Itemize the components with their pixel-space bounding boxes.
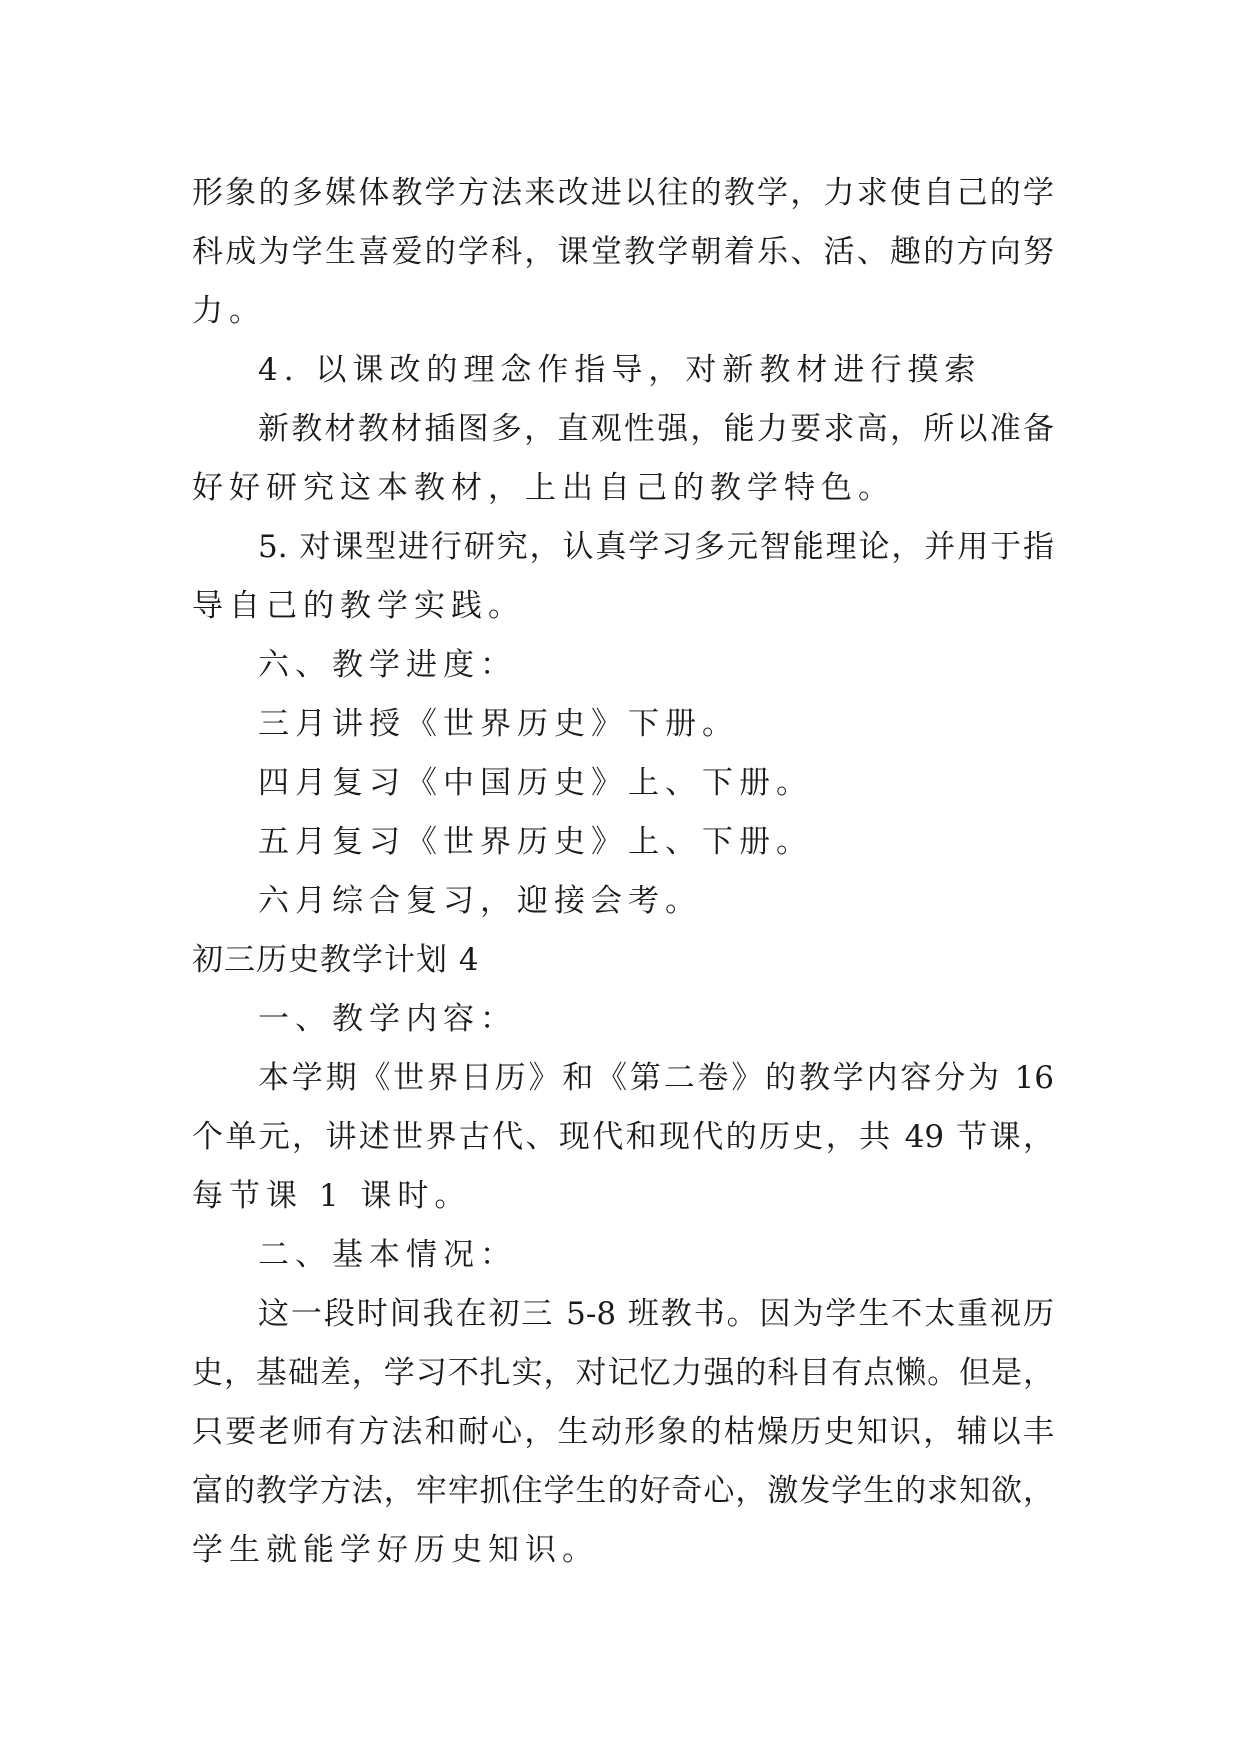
schedule-item: 六月综合复习，迎接会考。 <box>258 883 702 919</box>
document-page <box>192 164 1054 1580</box>
paragraph-line: 个单元，讲述世界古代、现代和现代的历史，共 49 节课， <box>192 1119 1054 1155</box>
paragraph-line: 力。 <box>192 293 266 329</box>
section-heading: 一、教学内容： <box>258 1001 517 1037</box>
paragraph-line: 5. 对课型进行研究，认真学习多元智能理论，并用于指 <box>258 529 1054 565</box>
paragraph-line: 形象的多媒体教学方法来改进以往的教学，力求使自己的学 <box>192 175 1054 211</box>
document-title: 初三历史教学计划 4 <box>192 942 480 978</box>
paragraph-line: 这一段时间我在初三 5-8 班教书。因为学生不太重视历 <box>258 1296 1054 1332</box>
schedule-item: 三月讲授《世界历史》下册。 <box>258 706 739 742</box>
paragraph-line: 科成为学生喜爱的学科，课堂教学朝着乐、活、趣的方向努 <box>192 234 1054 270</box>
schedule-item: 五月复习《世界历史》上、下册。 <box>258 824 813 860</box>
schedule-item: 四月复习《中国历史》上、下册。 <box>258 765 813 801</box>
paragraph-line: 学生就能学好历史知识。 <box>192 1532 599 1568</box>
paragraph-line: 每节课 1 课时。 <box>192 1178 472 1214</box>
paragraph-line: 只要老师有方法和耐心，生动形象的枯燥历史知识，辅以丰 <box>192 1414 1054 1450</box>
section-item-heading: 4. 以课改的理念作指导，对新教材进行摸索 <box>258 352 982 388</box>
paragraph-line: 导自己的教学实践。 <box>192 588 525 624</box>
section-heading: 二、基本情况： <box>258 1237 517 1273</box>
section-heading: 六、教学进度： <box>258 647 517 683</box>
paragraph-line: 富的教学方法，牢牢抓住学生的好奇心，激发学生的求知欲， <box>192 1473 1054 1509</box>
paragraph-line: 好好研究这本教材，上出自己的教学特色。 <box>192 470 895 506</box>
paragraph-line: 本学期《世界日历》和《第二卷》的教学内容分为 16 <box>258 1060 1054 1096</box>
paragraph-line: 史，基础差，学习不扎实，对记忆力强的科目有点懒。但是， <box>192 1355 1054 1391</box>
paragraph-line: 新教材教材插图多，直观性强，能力要求高，所以准备 <box>258 411 1054 447</box>
